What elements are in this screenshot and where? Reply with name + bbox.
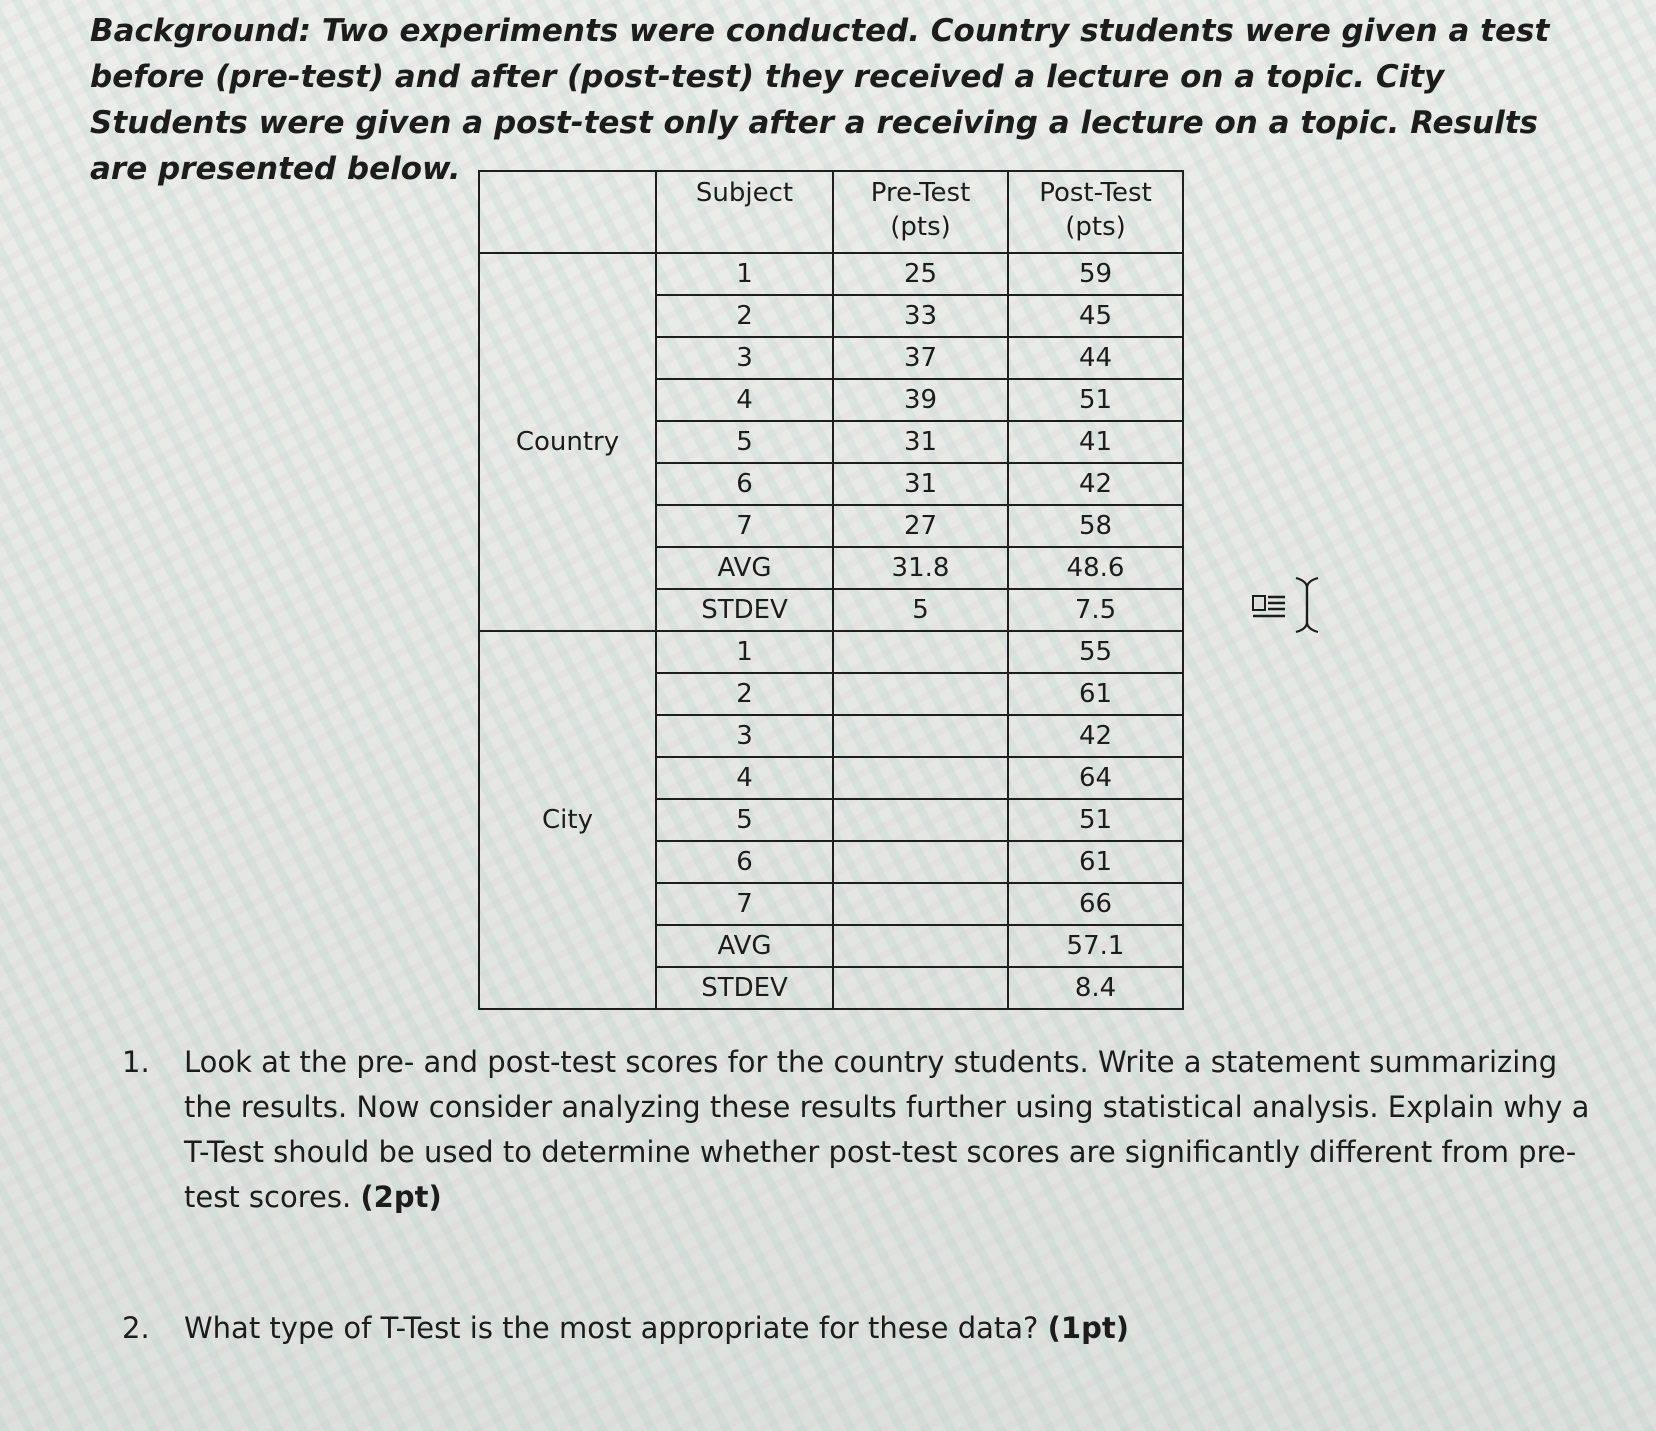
subject-cell: 2 xyxy=(656,673,833,715)
pre-test-cell xyxy=(833,631,1008,673)
post-test-cell: 42 xyxy=(1008,463,1183,505)
subject-cell: 7 xyxy=(656,883,833,925)
subject-cell: 5 xyxy=(656,421,833,463)
pre-test-cell: 31.8 xyxy=(833,547,1008,589)
results-table xyxy=(478,170,1184,1010)
post-test-cell: 66 xyxy=(1008,883,1183,925)
subject-header-label: Subject xyxy=(695,178,794,208)
pre-test-cell xyxy=(833,799,1008,841)
post-test-cell: 57.1 xyxy=(1008,925,1183,967)
pre-test-header-line2: (pts) xyxy=(890,212,951,242)
subject-cell: STDEV xyxy=(656,967,833,1009)
pre-test-cell: 33 xyxy=(833,295,1008,337)
post-test-cell: 45 xyxy=(1008,295,1183,337)
table-row xyxy=(479,253,1183,295)
post-test-cell: 48.6 xyxy=(1008,547,1183,589)
post-test-column-header xyxy=(1008,171,1183,253)
post-test-cell: 41 xyxy=(1008,421,1183,463)
pre-test-cell: 39 xyxy=(833,379,1008,421)
subject-cell: 4 xyxy=(656,757,833,799)
subject-cell: 3 xyxy=(656,337,833,379)
post-test-header-line1: Post-Test xyxy=(1039,178,1152,208)
post-test-cell: 51 xyxy=(1008,799,1183,841)
post-test-cell: 61 xyxy=(1008,673,1183,715)
pre-test-cell xyxy=(833,757,1008,799)
pre-test-cell xyxy=(833,883,1008,925)
subject-cell: 5 xyxy=(656,799,833,841)
layout-options-icon[interactable] xyxy=(1252,590,1286,620)
subject-cell: STDEV xyxy=(656,589,833,631)
pre-test-column-header xyxy=(833,171,1008,253)
subject-cell: 3 xyxy=(656,715,833,757)
post-test-cell: 7.5 xyxy=(1008,589,1183,631)
question-list xyxy=(122,1040,1602,1351)
pre-test-header-line1: Pre-Test xyxy=(870,178,971,208)
question-number: 2. xyxy=(122,1311,150,1345)
question-1 xyxy=(122,1040,1602,1220)
pre-test-cell: 27 xyxy=(833,505,1008,547)
subject-cell: 4 xyxy=(656,379,833,421)
background-text: Two experiments were conducted. Country students were given a test before (pre-test) and after (post-test) they received a lecture on a topic. City Students were given a post-test only after a receiving a lecture on a topic. Results are presented below. xyxy=(90,13,1550,187)
question-2 xyxy=(122,1306,1602,1351)
subject-column-header xyxy=(656,171,833,253)
group-column-header xyxy=(479,171,656,253)
pre-test-cell: 5 xyxy=(833,589,1008,631)
pre-test-cell xyxy=(833,673,1008,715)
subject-cell: 1 xyxy=(656,631,833,673)
pre-test-cell xyxy=(833,967,1008,1009)
table-row xyxy=(479,631,1183,673)
subject-cell: 7 xyxy=(656,505,833,547)
post-test-cell: 58 xyxy=(1008,505,1183,547)
pre-test-cell: 37 xyxy=(833,337,1008,379)
table-side-icons xyxy=(1252,575,1322,635)
post-test-cell: 64 xyxy=(1008,757,1183,799)
group-label-country: Country xyxy=(479,253,656,631)
question-text: Look at the pre- and post-test scores for the country students. Write a statement summarizing the results. Now consider analyzing these results further using statistical analysis. Explain why a T-Test should be used to determine whether post-test scores are significantly different from pre-test scores. xyxy=(184,1045,1590,1214)
subject-cell: 1 xyxy=(656,253,833,295)
text-cursor-icon xyxy=(1292,575,1322,635)
post-test-cell: 59 xyxy=(1008,253,1183,295)
pre-test-cell xyxy=(833,841,1008,883)
post-test-cell: 61 xyxy=(1008,841,1183,883)
pre-test-cell: 31 xyxy=(833,421,1008,463)
subject-cell: AVG xyxy=(656,925,833,967)
post-test-cell: 44 xyxy=(1008,337,1183,379)
post-test-header-line2: (pts) xyxy=(1065,212,1126,242)
table-header-row xyxy=(479,171,1183,253)
background-paragraph xyxy=(90,8,1570,192)
subject-cell: 6 xyxy=(656,841,833,883)
question-points: (1pt) xyxy=(1047,1311,1129,1345)
subject-cell: AVG xyxy=(656,547,833,589)
background-label: Background: xyxy=(90,13,312,49)
subject-cell: 6 xyxy=(656,463,833,505)
question-number: 1. xyxy=(122,1045,150,1079)
pre-test-cell: 25 xyxy=(833,253,1008,295)
question-points: (2pt) xyxy=(360,1180,442,1214)
post-test-cell: 42 xyxy=(1008,715,1183,757)
post-test-cell: 51 xyxy=(1008,379,1183,421)
pre-test-cell xyxy=(833,925,1008,967)
pre-test-cell: 31 xyxy=(833,463,1008,505)
post-test-cell: 8.4 xyxy=(1008,967,1183,1009)
subject-cell: 2 xyxy=(656,295,833,337)
group-label-city: City xyxy=(479,631,656,1009)
question-text: What type of T-Test is the most appropriate for these data? xyxy=(184,1311,1039,1345)
post-test-cell: 55 xyxy=(1008,631,1183,673)
pre-test-cell xyxy=(833,715,1008,757)
